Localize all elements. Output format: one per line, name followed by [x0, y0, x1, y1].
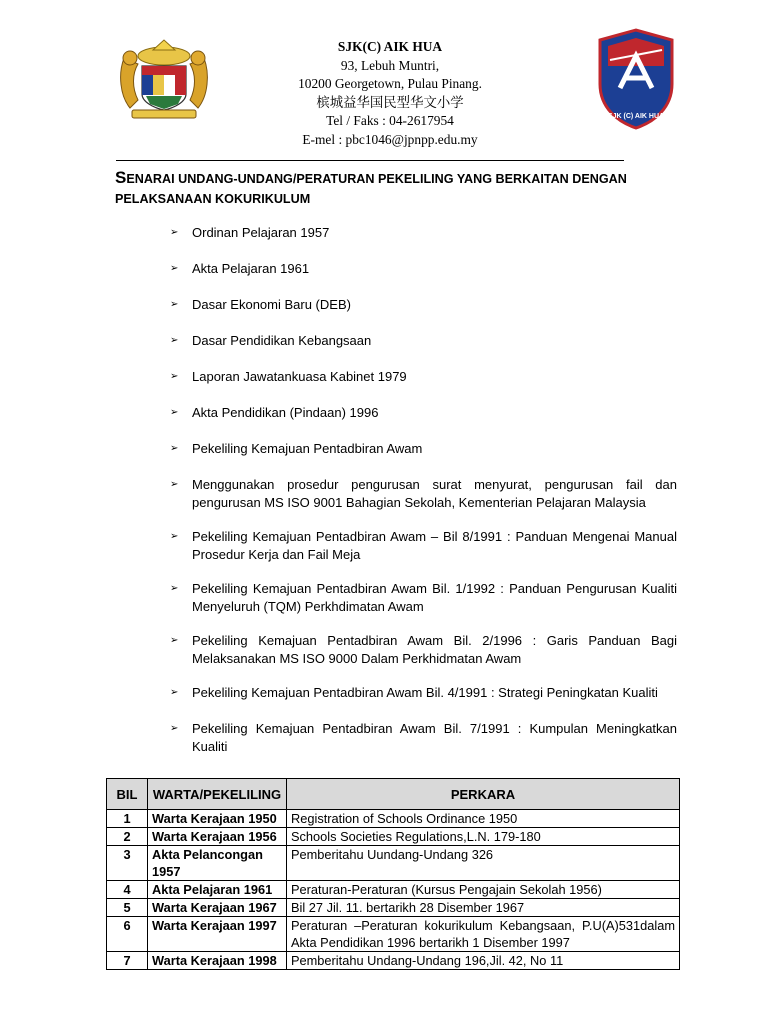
- phone-fax: Tel / Faks : 04-2617954: [326, 113, 454, 129]
- cell-warta: Akta Pelancongan 1957: [148, 846, 287, 881]
- page-heading: [115, 168, 675, 209]
- school-badge-logo: [590, 26, 682, 130]
- list-item: ➢ Laporan Jawatankuasa Kabinet 1979: [170, 369, 407, 384]
- arrow-bullet-icon: ➢: [170, 531, 179, 542]
- coat-of-arms-logo: [116, 38, 212, 122]
- cell-perkara: Registration of Schools Ordinance 1950: [287, 810, 680, 828]
- cell-warta: Warta Kerajaan 1950: [148, 810, 287, 828]
- arrow-bullet-icon: ➢: [170, 299, 179, 310]
- arrow-bullet-icon: ➢: [170, 407, 179, 418]
- cell-perkara: Bil 27 Jil. 11. bertarikh 28 Disember 1967: [287, 899, 680, 917]
- arrow-bullet-icon: ➢: [170, 687, 179, 698]
- arrow-bullet-icon: ➢: [170, 443, 179, 454]
- cell-bil: 3: [107, 846, 148, 881]
- column-header-warta: WARTA/PEKELILING: [148, 779, 287, 810]
- email: E-mel : pbc1046@jpnpp.edu.my: [302, 131, 478, 147]
- arrow-bullet-icon: ➢: [170, 227, 179, 238]
- list-item: ➢ Dasar Pendidikan Kebangsaan: [170, 333, 372, 348]
- cell-perkara: Peraturan –Peraturan kokurikulum Kebangsaan, P.U(A)531dalam Akta Pendidikan 1996 bertarikh 1 Disember 1997: [287, 917, 680, 952]
- column-header-perkara: PERKARA: [287, 779, 680, 810]
- list-item: ➢ Pekeliling Kemajuan Pentadbiran Awam Bil. 7/1991 : Kumpulan Meningkatkan Kualiti: [170, 721, 677, 754]
- school-name: SJK(C) AIK HUA: [337, 39, 443, 54]
- regulation-list: [170, 224, 677, 756]
- table-row: [107, 810, 680, 828]
- list-item: ➢ Pekeliling Kemajuan Pentadbiran Awam Bil. 1/1992 : Panduan Pengurusan Kualiti Menyeluruh (TQM) Perkhdimatan Awam: [170, 581, 677, 614]
- table-row: [107, 828, 680, 846]
- list-item: ➢ Menggunakan prosedur pengurusan surat menyurat, pengurusan fail dan pengurusan MS ISO 9001 Bahagian Sekolah, Kementerian Pelajaran Malaysia: [170, 477, 677, 510]
- table-row: [107, 917, 680, 952]
- arrow-bullet-icon: ➢: [170, 335, 179, 346]
- list-item: ➢ Dasar Ekonomi Baru (DEB): [170, 297, 351, 312]
- cell-warta: Warta Kerajaan 1998: [148, 952, 287, 970]
- cell-bil: 6: [107, 917, 148, 952]
- cell-warta: Akta Pelajaran 1961: [148, 881, 287, 899]
- list-item: ➢ Akta Pendidikan (Pindaan) 1996: [170, 405, 379, 420]
- table-row: [107, 899, 680, 917]
- table-header-row: [107, 779, 680, 810]
- letterhead: [240, 38, 540, 150]
- cell-bil: 2: [107, 828, 148, 846]
- cell-perkara: Peraturan-Peraturan (Kursus Pengajain Sekolah 1956): [287, 881, 680, 899]
- table-row: [107, 846, 680, 881]
- arrow-bullet-icon: ➢: [170, 583, 179, 594]
- heading-line-2: PELAKSANAAN KOKURIKULUM: [115, 192, 311, 206]
- badge-text: SJK (C) AIK HUA: [607, 113, 665, 120]
- heading-first-letter: S: [115, 168, 127, 187]
- column-header-bil: BIL: [107, 779, 148, 810]
- arrow-bullet-icon: ➢: [170, 371, 179, 382]
- cell-bil: 5: [107, 899, 148, 917]
- address-line-2: 10200 Georgetown, Pulau Pinang.: [298, 76, 482, 92]
- chinese-school-name: 槟城益华国民型华文小学: [316, 94, 464, 110]
- cell-warta: Warta Kerajaan 1997: [148, 917, 287, 952]
- cell-bil: 1: [107, 810, 148, 828]
- heading-line-1: ENARAI UNDANG-UNDANG/PERATURAN PEKELILING YANG BERKAITAN DENGAN: [126, 172, 627, 186]
- list-item: ➢ Ordinan Pelajaran 1957: [170, 225, 330, 240]
- cell-warta: Warta Kerajaan 1967: [148, 899, 287, 917]
- table-row: [107, 881, 680, 899]
- arrow-bullet-icon: ➢: [170, 263, 179, 274]
- regulations-table: [106, 778, 680, 970]
- cell-perkara: Pemberitahu Undang-Undang 196,Jil. 42, No 11: [287, 952, 680, 970]
- table-row: [107, 952, 680, 970]
- list-item: ➢ Akta Pelajaran 1961: [170, 261, 310, 276]
- cell-bil: 7: [107, 952, 148, 970]
- list-item: ➢ Pekeliling Kemajuan Pentadbiran Awam – Bil 8/1991 : Panduan Mengenai Manual Prosedur Kerja dan Fail Meja: [170, 529, 677, 562]
- cell-perkara: Schools Societies Regulations,L.N. 179-180: [287, 828, 680, 846]
- list-item: ➢ Pekeliling Kemajuan Pentadbiran Awam: [170, 441, 423, 456]
- list-item: ➢ Pekeliling Kemajuan Pentadbiran Awam Bil. 2/1996 : Garis Panduan Bagi Melaksanakan MS ISO 9000 Dalam Perkhidmatan Awam: [170, 633, 677, 666]
- cell-warta: Warta Kerajaan 1956: [148, 828, 287, 846]
- arrow-bullet-icon: ➢: [170, 635, 179, 646]
- letterhead-divider: [116, 160, 624, 161]
- address-line-1: 93, Lebuh Muntri,: [340, 57, 440, 73]
- arrow-bullet-icon: ➢: [170, 479, 179, 490]
- list-item: ➢ Pekeliling Kemajuan Pentadbiran Awam Bil. 4/1991 : Strategi Peningkatan Kualiti: [170, 685, 658, 700]
- arrow-bullet-icon: ➢: [170, 723, 179, 734]
- cell-perkara: Pemberitahu Uundang-Undang 326: [287, 846, 680, 881]
- cell-bil: 4: [107, 881, 148, 899]
